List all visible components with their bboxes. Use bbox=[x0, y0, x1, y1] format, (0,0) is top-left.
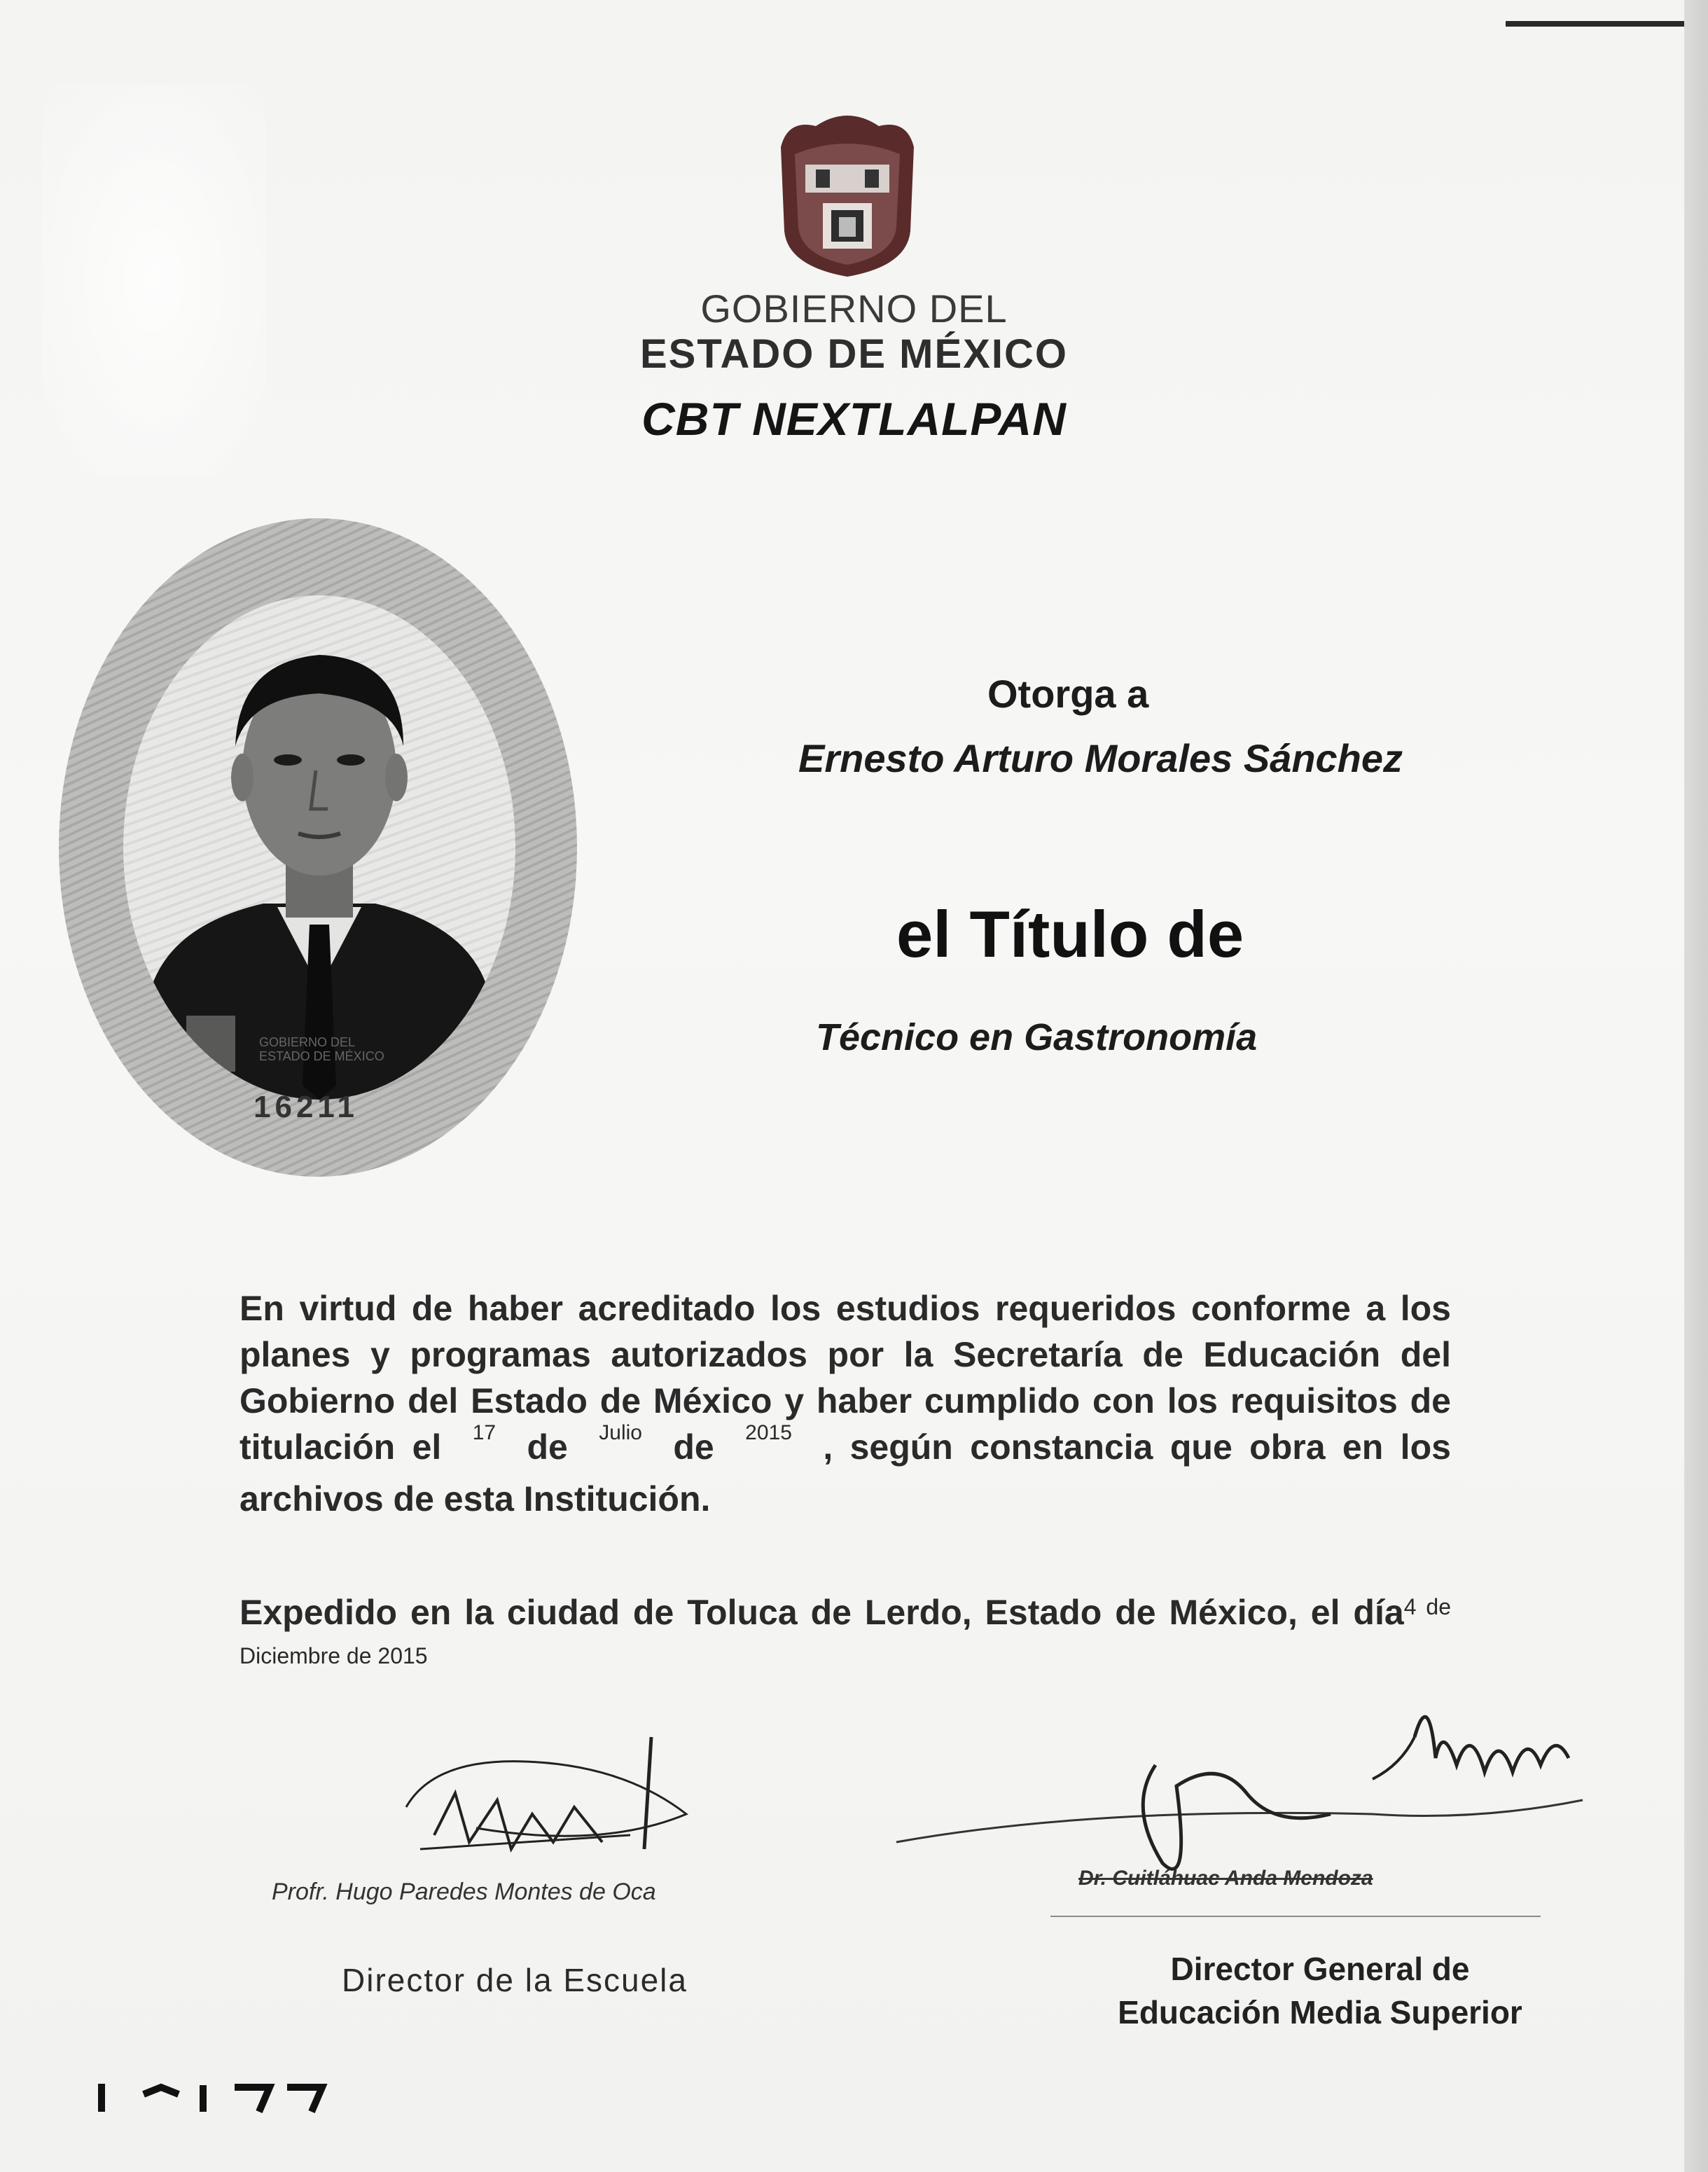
top-rule bbox=[1506, 21, 1688, 27]
recipient-name: Ernesto Arturo Morales Sánchez bbox=[798, 736, 1403, 780]
photo-stamp bbox=[259, 1035, 384, 1063]
body-month: Julio bbox=[599, 1421, 642, 1444]
body-part-2: , según constancia que obra en los archivos de esta Institución. bbox=[239, 1427, 1451, 1519]
right-signer-role bbox=[1064, 1947, 1576, 2034]
right-role-line-2: Educación Media Superior bbox=[1118, 1994, 1522, 2031]
body-part-1: En virtud de haber acreditado los estudios requeridos conforme a los planes y programas autorizados por la Secretaría de Educación del Gobierno del Estado de México y haber cumplido con los requisitos de titulación el bbox=[239, 1289, 1451, 1467]
photo-number: 16211 bbox=[254, 1090, 359, 1124]
body-year: 2015 bbox=[745, 1421, 792, 1444]
left-signer-name: Profr. Hugo Paredes Montes de Oca bbox=[272, 1879, 656, 1905]
photo-stamp-line-1: GOBIERNO DEL bbox=[259, 1035, 356, 1049]
photo-stamp-line-2: ESTADO DE MÉXICO bbox=[259, 1049, 384, 1063]
government-line-1: GOBIERNO DEL bbox=[700, 286, 1008, 331]
left-signature bbox=[392, 1730, 728, 1870]
right-role-line-1: Director General de bbox=[1170, 1951, 1470, 1987]
body-paragraph bbox=[239, 1285, 1451, 1522]
school-name: CBT NEXTLALPAN bbox=[641, 393, 1067, 445]
signature-rule bbox=[1050, 1916, 1541, 1917]
career-name: Técnico en Gastronomía bbox=[816, 1016, 1258, 1058]
issued-paragraph bbox=[239, 1590, 1451, 1688]
right-signer-name: Dr. Cuitláhuac Anda Mendoza bbox=[1078, 1867, 1373, 1890]
coat-of-arms-icon bbox=[767, 105, 928, 280]
title-heading: el Título de bbox=[896, 897, 1244, 971]
partial-handwritten-mark bbox=[95, 2077, 347, 2119]
left-signer-role: Director de la Escuela bbox=[342, 1962, 688, 1998]
student-photo bbox=[123, 595, 515, 1100]
body-day: 17 bbox=[472, 1421, 497, 1444]
otorga-label: Otorga a bbox=[987, 672, 1149, 716]
issued-date: 4 de Diciembre de 2015 bbox=[239, 1594, 1452, 1668]
body-de-1: de bbox=[527, 1427, 568, 1467]
government-line-2: ESTADO DE MÉXICO bbox=[640, 331, 1068, 377]
right-signature bbox=[882, 1681, 1611, 1891]
body-de-2: de bbox=[673, 1427, 714, 1467]
issued-part-1: Expedido en la ciudad de Toluca de Lerdo, Estado de México, el día bbox=[239, 1593, 1404, 1632]
